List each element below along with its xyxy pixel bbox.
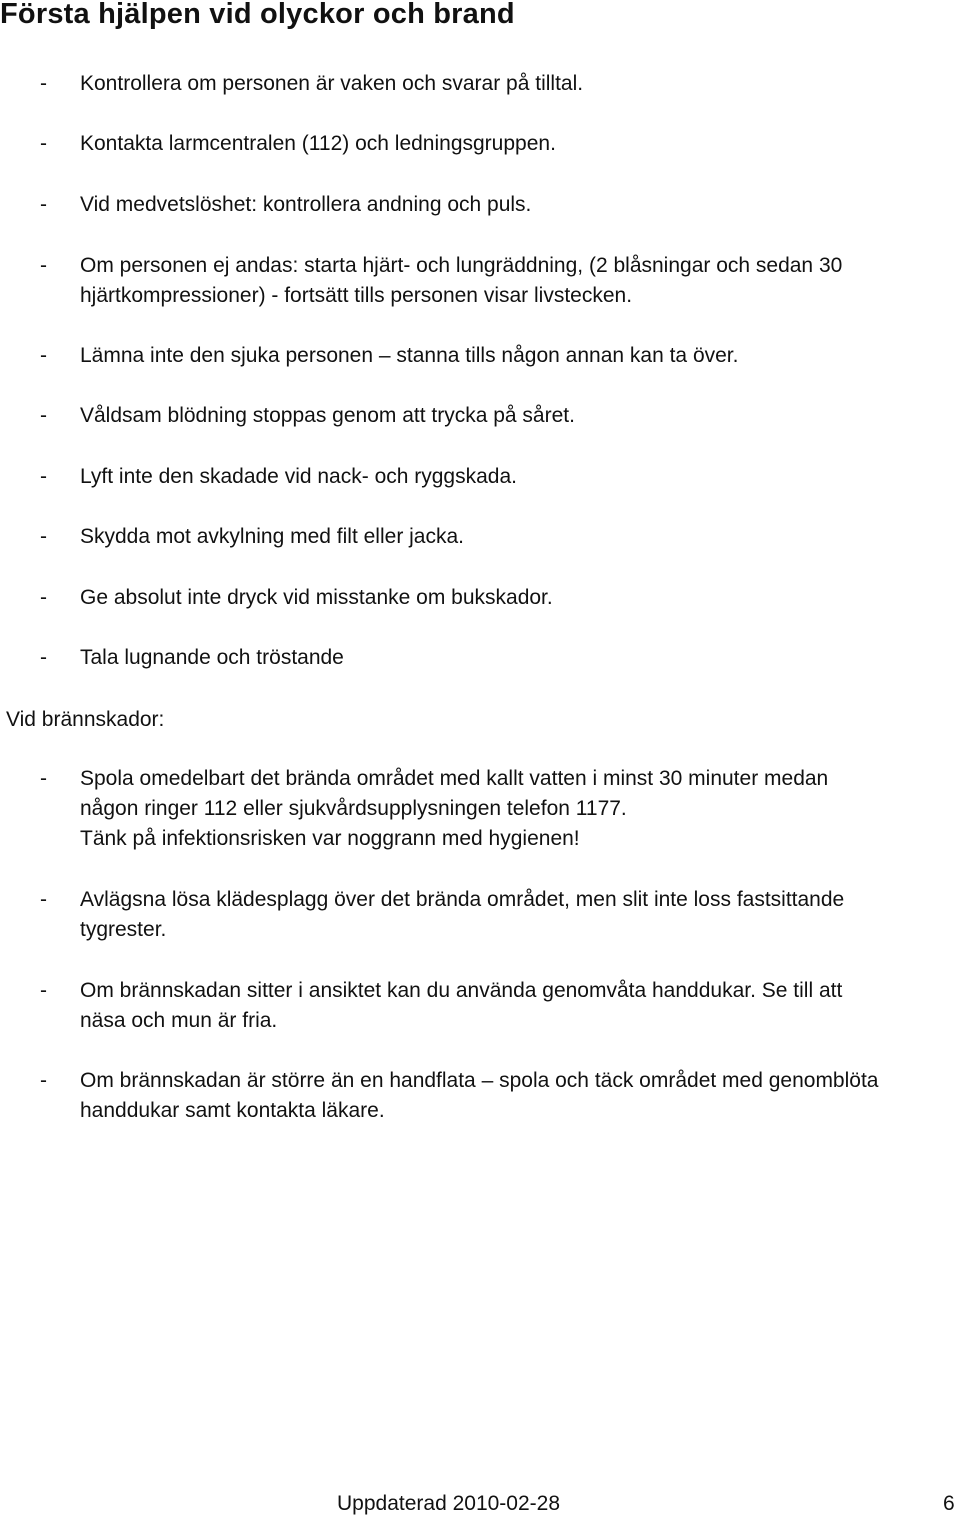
section-heading-burns: Vid brännskador: [6,708,165,731]
list-item-line: Om brännskadan sitter i ansiktet kan du använda genomvåta handdukar. Se till att [80,979,843,1002]
bullet-dash: - [40,586,47,609]
bullet-dash: - [40,193,47,216]
page-title: Första hjälpen vid olyckor och brand [0,0,515,30]
bullet-dash: - [40,525,47,548]
list-item-line: Kontrollera om personen är vaken och svarar på tilltal. [80,72,584,95]
list-item-line: Tänk på infektionsrisken var noggrann med hygienen! [80,827,580,850]
list-item-line: någon ringer 112 eller sjukvårdsupplysningen telefon 1177. [80,797,627,820]
list-item-text [80,583,958,613]
list-item-line: Lyft inte den skadade vid nack- och ryggskada. [80,465,517,488]
page-number: 6 [943,1492,955,1515]
list-item-line: näsa och mun är fria. [80,1009,278,1032]
list-item-line: Spola omedelbart det brända området med kallt vatten i minst 30 minuter medan [80,767,829,790]
bullet-dash: - [40,888,47,911]
list-item-line: Avlägsna lösa klädesplagg över det brända området, men slit inte loss fastsittande [80,888,845,911]
bullet-dash: - [40,767,47,790]
list-item-line: Vid medvetslöshet: kontrollera andning och puls. [80,193,532,216]
bullet-dash: - [40,344,47,367]
bullet-dash: - [40,404,47,427]
bullet-dash: - [40,1069,47,1092]
list-item-text [80,885,958,945]
list-item-text [80,1066,958,1126]
list-item-text [80,764,958,854]
bullet-dash: - [40,132,47,155]
bullet-dash: - [40,979,47,1002]
list-item-text [80,341,958,371]
list-item-line: Om brännskadan är större än en handflata – spola och täck området med genomblöta [80,1069,879,1092]
list-item-text [80,522,958,552]
list-item-line: Om personen ej andas: starta hjärt- och lungräddning, (2 blåsningar och sedan 30 [80,254,843,277]
list-item-text [80,69,958,99]
list-item-text [80,976,958,1036]
list-item-text [80,462,958,492]
bullet-dash: - [40,646,47,669]
list-item-line: Skydda mot avkylning med filt eller jacka. [80,525,464,548]
footer-updated-date: Uppdaterad 2010-02-28 [337,1492,561,1515]
list-item-line: Lämna inte den sjuka personen – stanna tills någon annan kan ta över. [80,344,739,367]
list-item-text [80,251,958,311]
list-item-text [80,401,958,431]
list-item-text [80,643,958,673]
list-item-line: Kontakta larmcentralen (112) och ledningsgruppen. [80,132,556,155]
list-item-line: handdukar samt kontakta läkare. [80,1099,385,1122]
list-item-text [80,190,958,220]
bullet-dash: - [40,72,47,95]
list-item-line: Ge absolut inte dryck vid misstanke om bukskador. [80,586,553,609]
list-item-line: Våldsam blödning stoppas genom att trycka på såret. [80,404,575,427]
list-item-line: hjärtkompressioner) - fortsätt tills personen visar livstecken. [80,284,633,307]
bullet-dash: - [40,465,47,488]
list-item-text [80,129,958,159]
list-item-line: tygrester. [80,918,167,941]
list-item-line: Tala lugnande och tröstande [80,646,344,669]
bullet-dash: - [40,254,47,277]
